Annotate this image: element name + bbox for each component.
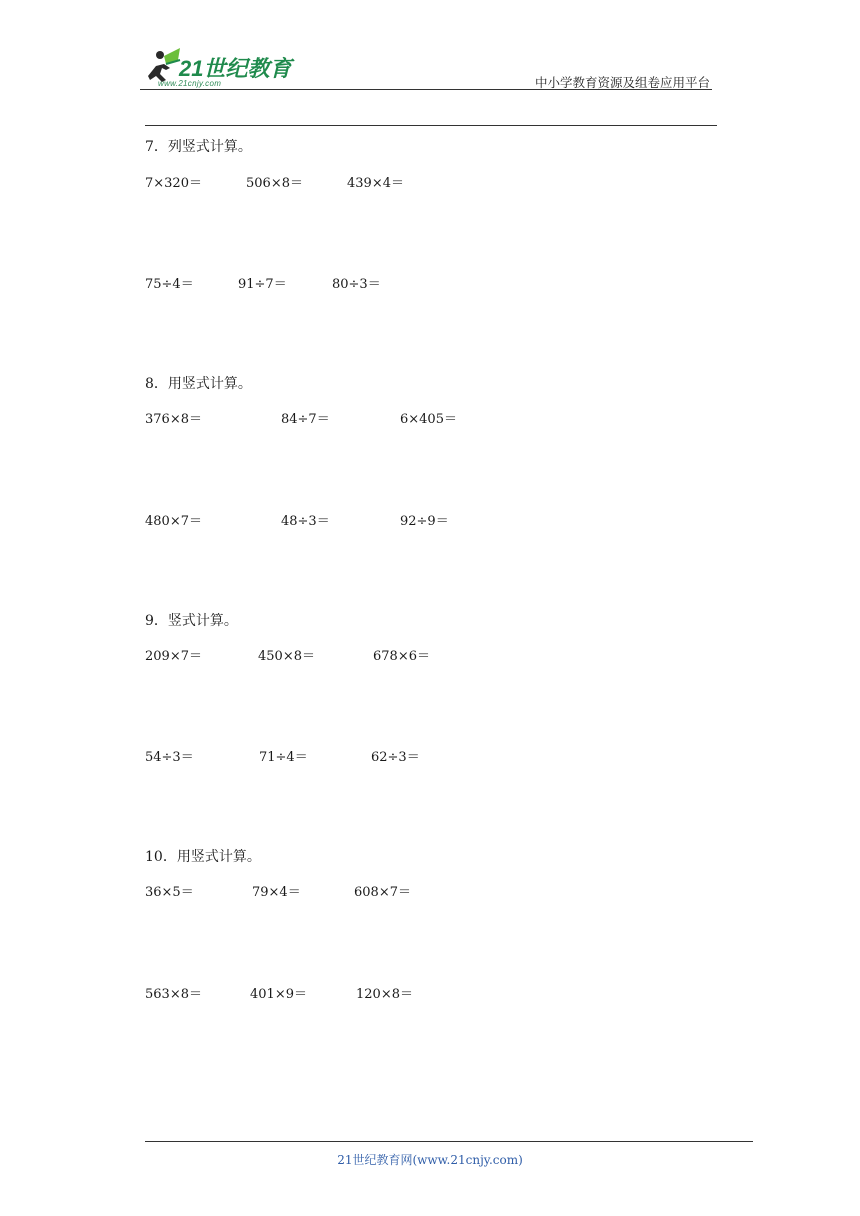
expression: 120×8＝ xyxy=(356,987,413,1002)
expression: 80÷3＝ xyxy=(332,277,381,292)
expression: 79×4＝ xyxy=(252,885,301,900)
logo-url: www.21cnjy.com xyxy=(158,79,222,88)
expression: 563×8＝ xyxy=(145,987,202,1002)
expression: 209×7＝ xyxy=(145,649,202,664)
question-8-title: 8．用竖式计算。 xyxy=(145,376,252,392)
expression: 506×8＝ xyxy=(246,176,303,191)
expression: 480×7＝ xyxy=(145,514,202,529)
question-7-title: 7．列竖式计算。 xyxy=(145,139,252,155)
footer-divider xyxy=(145,1141,753,1142)
question-9-title: 9．竖式计算。 xyxy=(145,613,238,629)
expression: 376×8＝ xyxy=(145,412,202,427)
footer-link[interactable]: 21世纪教育网(www.21cnjy.com) xyxy=(337,1153,523,1167)
header-divider xyxy=(140,89,712,90)
expression: 450×8＝ xyxy=(258,649,315,664)
platform-name: 中小学教育资源及组卷应用平台 xyxy=(534,75,710,90)
expression: 54÷3＝ xyxy=(145,750,194,765)
expression: 7×320＝ xyxy=(145,176,202,191)
expression: 608×7＝ xyxy=(354,885,411,900)
expression: 91÷7＝ xyxy=(238,277,287,292)
question-10-title: 10．用竖式计算。 xyxy=(145,849,261,865)
expression: 48÷3＝ xyxy=(281,514,330,529)
expression: 84÷7＝ xyxy=(281,412,330,427)
expression: 75÷4＝ xyxy=(145,277,194,292)
expression: 62÷3＝ xyxy=(371,750,420,765)
site-logo xyxy=(140,46,310,90)
expression: 6×405＝ xyxy=(400,412,457,427)
content-top-divider xyxy=(145,125,717,126)
expression: 401×9＝ xyxy=(250,987,307,1002)
logo-title: 21世纪教育 xyxy=(179,56,292,81)
expression: 36×5＝ xyxy=(145,885,194,900)
expression: 439×4＝ xyxy=(347,176,404,191)
expression: 71÷4＝ xyxy=(259,750,308,765)
expression: 678×6＝ xyxy=(373,649,430,664)
expression: 92÷9＝ xyxy=(400,514,449,529)
